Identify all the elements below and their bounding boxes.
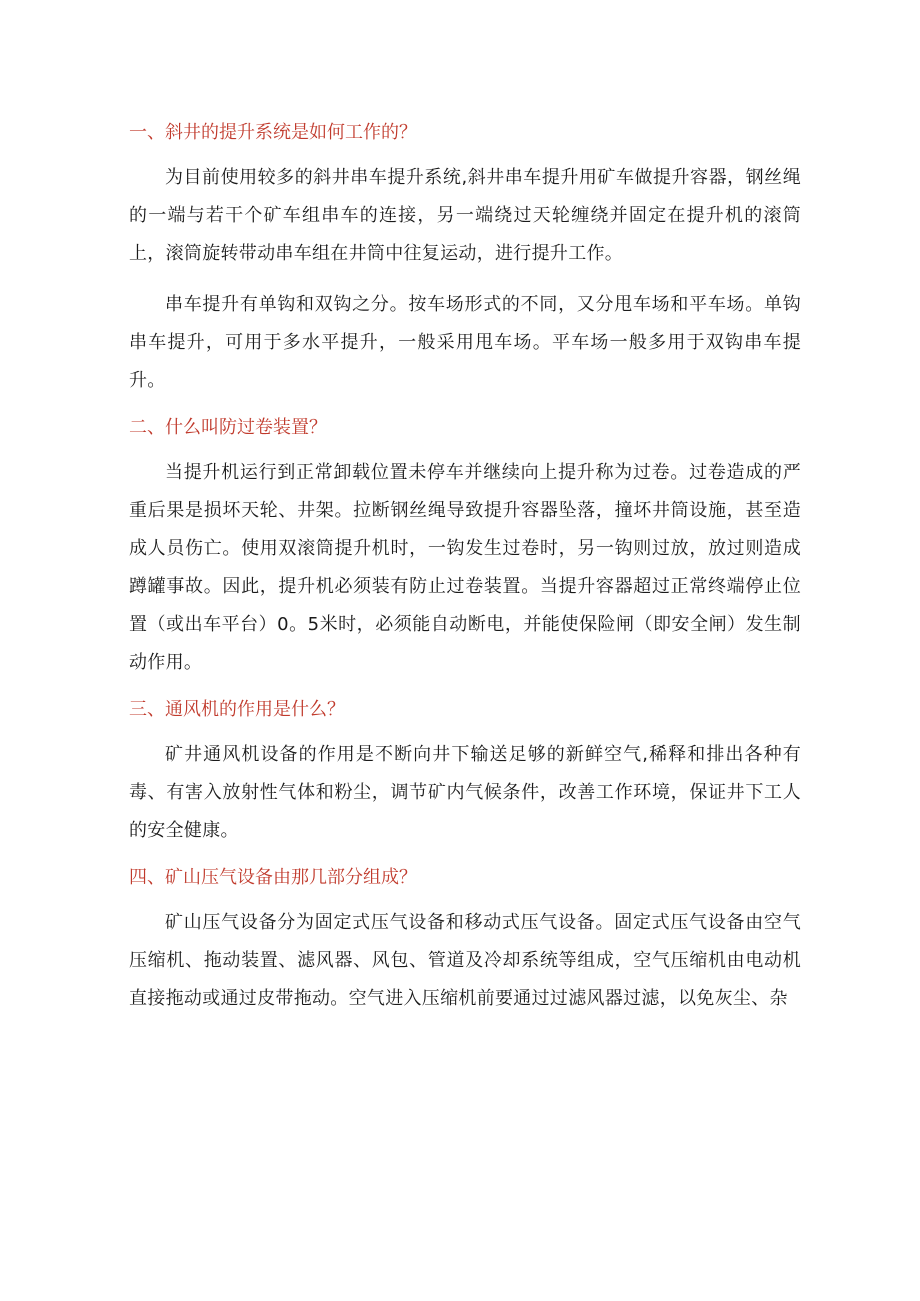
section-heading: 一、斜井的提升系统是如何工作的？	[129, 122, 417, 143]
section-heading: 三、通风机的作用是什么？	[129, 699, 345, 720]
document-body	[129, 118, 801, 1031]
paragraph: 串车提升有单钩和双钩之分。按车场形式的不同，又分甩车场和平车场。单钩串车提升，可用于多水平提升，一般采用甩车场。平车场一般多用于双钩串车提升。	[129, 294, 801, 391]
paragraph: 为目前使用较多的斜井串车提升系统,斜井串车提升用矿车做提升容器，钢丝绳的一端与若干个矿车组串车的连接，另一端绕过天轮缠绕并固定在提升机的滚筒上，滚筒旋转带动串车组在井筒中往复运动，进行提升工作。	[129, 167, 801, 264]
section-2	[129, 413, 801, 682]
paragraph: 当提升机运行到正常卸载位置未停车并继续向上提升称为过卷。过卷造成的严重后果是损坏天轮、井架。拉断钢丝绳导致提升容器坠落，撞坏井筒设施，甚至造成人员伤亡。使用双滚筒提升机时，一钩发生过卷时，另一钩则过放，放过则造成蹲罐事故。因此，提升机必须装有防止过卷装置。当提升容器超过正常终端停止位置（或出车平台）0。5米时，必须能自动断电，并能使保险闸（即安全闸）发生制动作用。	[129, 462, 801, 673]
paragraph: 矿井通风机设备的作用是不断向井下输送足够的新鲜空气,稀释和排出各种有毒、有害入放射性气体和粉尘，调节矿内气候条件，改善工作环境，保证井下工人的安全健康。	[129, 744, 801, 841]
section-heading: 四、矿山压气设备由那几部分组成？	[129, 867, 417, 888]
section-heading: 二、什么叫防过卷装置？	[129, 417, 327, 438]
section-1	[129, 118, 801, 400]
section-4	[129, 863, 801, 1018]
section-3	[129, 695, 801, 850]
paragraph: 矿山压气设备分为固定式压气设备和移动式压气设备。固定式压气设备由空气压缩机、拖动装置、滤风器、风包、管道及冷却系统等组成，空气压缩机由电动机直接拖动或通过皮带拖动。空气进入压缩机前要通过过滤风器过滤，以免灰尘、杂	[129, 912, 801, 1009]
